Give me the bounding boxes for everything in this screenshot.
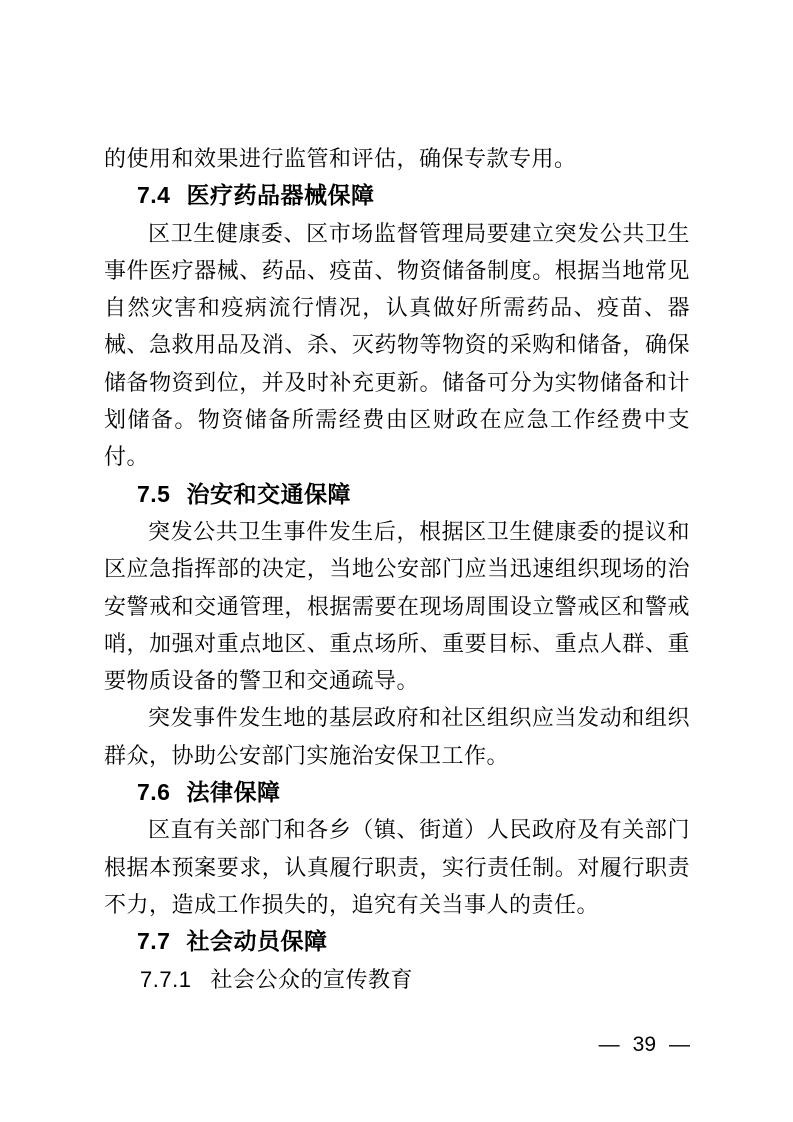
paragraph-continuation: 的使用和效果进行监管和评估，确保专款专用。 bbox=[104, 146, 577, 171]
section-title: 医疗药品器械保障 bbox=[186, 182, 375, 209]
footer-dash-left: — bbox=[598, 1033, 620, 1056]
footer-dash-right: — bbox=[669, 1033, 690, 1056]
section-number: 7.6 bbox=[137, 779, 171, 806]
section-title: 法律保障 bbox=[186, 779, 281, 806]
section-heading-7-5 bbox=[104, 476, 690, 513]
paragraph: 区卫生健康委、区市场监督管理局要建立突发公共卫生事件医疗器械、药品、疫苗、物资储备制度。根据当地常见自然灾害和疫病流行情况，认真做好所需药品、疫苗、器械、急救用品及消、杀、灭药物等物资的采购和储备，确保储备物资到位，并及时补充更新。储备可分为实物储备和计划储备。物资储备所需经费由区财政在应急工作经费中支付。 bbox=[104, 220, 690, 470]
section-title: 社会公众的宣传教育 bbox=[210, 966, 413, 992]
page-number: 39 bbox=[632, 1033, 656, 1056]
section-number: 7.7 bbox=[137, 928, 171, 955]
section-title: 治安和交通保障 bbox=[186, 480, 351, 507]
section-number: 7.5 bbox=[137, 480, 171, 507]
section-heading-7-4 bbox=[104, 177, 690, 214]
section-heading-7-7 bbox=[104, 923, 690, 960]
paragraph: 突发公共卫生事件发生后，根据区卫生健康委的提议和区应急指挥部的决定，当地公安部门应当迅速组织现场的治安警戒和交通管理，根据需要在现场周围设立警戒区和警戒哨，加强对重点地区、重点场所、重要目标、重点人群、重要物质设备的警卫和交通疏导。 bbox=[104, 518, 690, 694]
document-body bbox=[104, 140, 690, 998]
section-title: 社会动员保障 bbox=[186, 928, 328, 955]
subsection-heading-7-7-1 bbox=[104, 961, 690, 998]
page-footer bbox=[104, 1033, 690, 1057]
paragraph: 突发事件发生地的基层政府和社区组织应当发动和组织群众，协助公安部门实施治安保卫工作。 bbox=[104, 705, 690, 768]
section-number: 7.7.1 bbox=[140, 966, 192, 992]
section-heading-7-6 bbox=[104, 774, 690, 811]
paragraph: 区直有关部门和各乡（镇、街道）人民政府及有关部门根据本预案要求，认真履行职责，实行责任制。对履行职责不力，造成工作损失的，追究有关当事人的责任。 bbox=[104, 817, 690, 917]
section-number: 7.4 bbox=[137, 182, 171, 209]
